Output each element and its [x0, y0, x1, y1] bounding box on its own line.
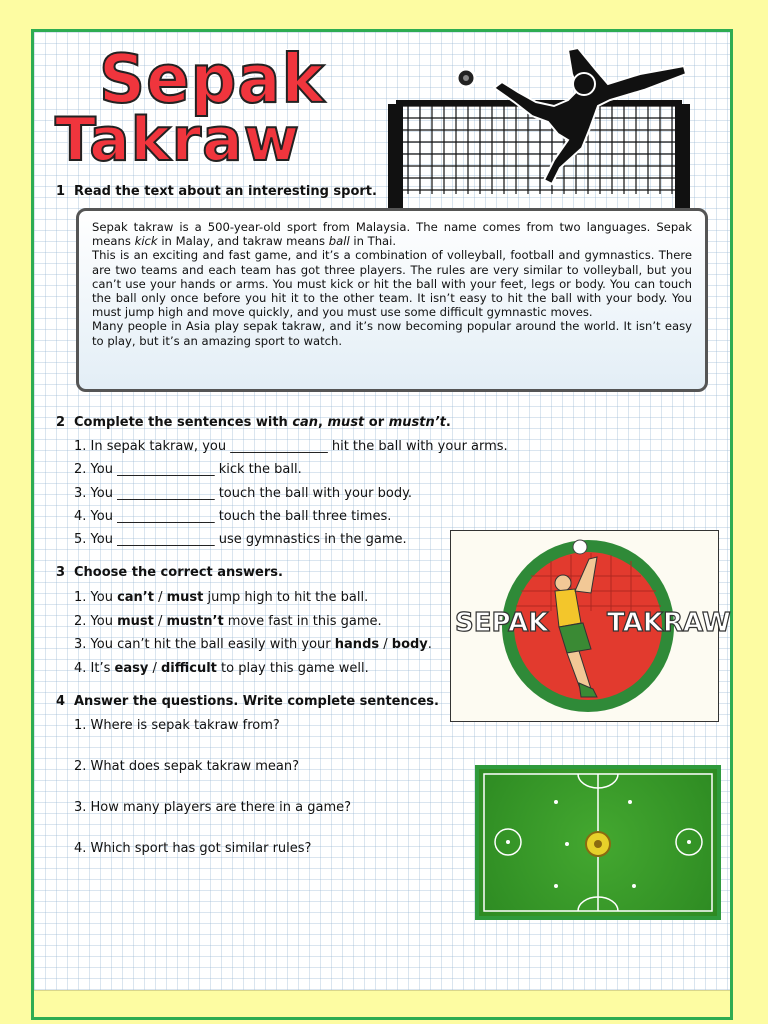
- sepak-takraw-logo: [450, 530, 731, 722]
- section-2-heading: 2 Complete the sentences with can, must or mustn’t.: [56, 415, 451, 430]
- section-3-item[interactable]: 2. You must / mustn’t move fast in this game.: [74, 614, 382, 629]
- section-2-item[interactable]: 4. You _______________ touch the ball three times.: [74, 509, 392, 524]
- section-3-heading: 3 Choose the correct answers.: [56, 565, 283, 580]
- title-line-2: Takraw: [55, 105, 301, 175]
- section-1-title: Read the text about an interesting sport.: [74, 184, 377, 199]
- section-2-item[interactable]: 1. In sepak takraw, you _______________ hit the ball with your arms.: [74, 439, 508, 454]
- reading-paragraph-3: Many people in Asia play sepak takraw, and it’s now becoming popular around the world. It isn’t easy to play, but it’s an amazing sport to watch.: [92, 319, 692, 348]
- section-4-question: 3. How many players are there in a game?: [74, 800, 352, 815]
- section-2-item[interactable]: 5. You _______________ use gymnastics in the game.: [74, 532, 407, 547]
- reading-paragraph-2: This is an exciting and fast game, and it’s a combination of volleyball, football and gymnastics. There are two teams and each team has got three players. The rules are very similar to volleyball, but you can’t use your hands or arms. You must kick or hit the ball with your feet, legs or body. You can touch the ball only once before you hit it to the other team. It isn’t easy to hit the ball with your body. You must jump high and move quickly, and you must use some difficult gymnastic moves.: [92, 248, 692, 320]
- section-2-item[interactable]: 2. You _______________ kick the ball.: [74, 462, 302, 477]
- net-player-illustration: [382, 44, 694, 214]
- section-3-item[interactable]: 1. You can’t / must jump high to hit the ball.: [74, 590, 369, 605]
- section-4-question: 1. Where is sepak takraw from?: [74, 718, 280, 733]
- reading-text-box: [76, 208, 708, 392]
- section-1-heading: [56, 184, 377, 199]
- section-2-item[interactable]: 3. You _______________ touch the ball with your body.: [74, 486, 413, 501]
- section-4-heading: 4 Answer the questions. Write complete sentences.: [56, 694, 439, 709]
- court-illustration: [475, 765, 721, 920]
- section-4-question: 2. What does sepak takraw mean?: [74, 759, 300, 774]
- section-1-number: 1: [56, 184, 66, 199]
- worksheet: [31, 29, 733, 1020]
- section-3-item[interactable]: 3. You can’t hit the ball easily with your hands / body.: [74, 637, 432, 652]
- logo-text-right: TAKRAW: [607, 608, 731, 638]
- reading-paragraph-1: Sepak takraw is a 500-year-old sport from Malaysia. The name comes from two languages. Sepak means kick in Malay, and takraw means ball in Thai.: [92, 220, 692, 249]
- title-line-1: Sepak: [99, 41, 326, 119]
- logo-text-left: SEPAK: [455, 608, 549, 638]
- section-4-question: 4. Which sport has got similar rules?: [74, 841, 312, 856]
- footer-band: [34, 990, 730, 1017]
- section-3-item[interactable]: 4. It’s easy / difficult to play this game well.: [74, 661, 369, 676]
